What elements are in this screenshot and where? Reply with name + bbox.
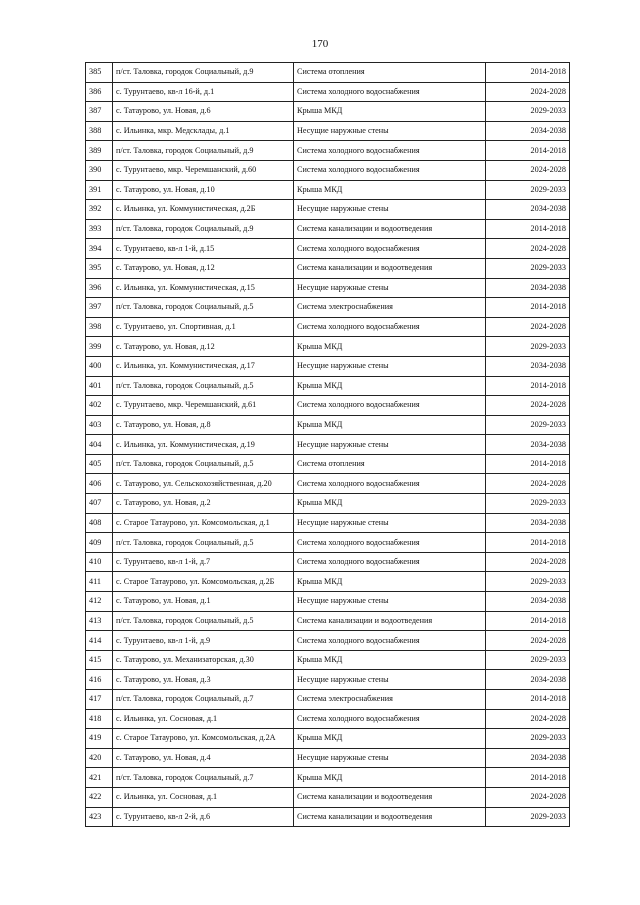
cell-period: 2014-2018: [486, 768, 570, 788]
cell-element: Крыша МКД: [294, 180, 486, 200]
cell-element: Система холодного водоснабжения: [294, 474, 486, 494]
table-row: [86, 102, 570, 122]
cell-element: Крыша МКД: [294, 376, 486, 396]
cell-address: п/ст. Таловка, городок Социальный, д.7: [113, 768, 294, 788]
cell-address: п/ст. Таловка, городок Социальный, д.5: [113, 611, 294, 631]
cell-period: 2029-2033: [486, 258, 570, 278]
table-row: [86, 82, 570, 102]
table-row: [86, 435, 570, 455]
cell-number: 419: [86, 729, 113, 749]
table-row: [86, 690, 570, 710]
cell-element: Несущие наружные стены: [294, 513, 486, 533]
cell-address: с. Турунтаево, кв-л 1-й, д.7: [113, 552, 294, 572]
cell-period: 2029-2033: [486, 729, 570, 749]
cell-address: с. Татаурово, ул. Новая, д.12: [113, 258, 294, 278]
cell-element: Система холодного водоснабжения: [294, 709, 486, 729]
cell-period: 2014-2018: [486, 219, 570, 239]
cell-address: с. Старое Татаурово, ул. Комсомольская, д.2Б: [113, 572, 294, 592]
cell-period: 2034-2038: [486, 435, 570, 455]
cell-number: 412: [86, 592, 113, 612]
cell-element: Крыша МКД: [294, 768, 486, 788]
cell-address: с. Татаурово, ул. Новая, д.3: [113, 670, 294, 690]
table-row: [86, 121, 570, 141]
cell-address: с. Турунтаево, мкр. Черемшанский, д.61: [113, 396, 294, 416]
cell-period: 2014-2018: [486, 376, 570, 396]
cell-number: 414: [86, 631, 113, 651]
cell-address: с. Ильинка, ул. Коммунистическая, д.17: [113, 356, 294, 376]
cell-period: 2034-2038: [486, 200, 570, 220]
cell-number: 403: [86, 415, 113, 435]
cell-element: Система отопления: [294, 63, 486, 83]
cell-element: Система канализации и водоотведения: [294, 258, 486, 278]
cell-period: 2024-2028: [486, 396, 570, 416]
table-row: [86, 278, 570, 298]
cell-address: с. Татаурово, ул. Новая, д.6: [113, 102, 294, 122]
cell-element: Крыша МКД: [294, 102, 486, 122]
cell-address: с. Татаурово, ул. Новая, д.10: [113, 180, 294, 200]
cell-element: Система холодного водоснабжения: [294, 82, 486, 102]
cell-period: 2029-2033: [486, 650, 570, 670]
table-body: [86, 63, 570, 827]
cell-address: с. Старое Татаурово, ул. Комсомольская, д.2А: [113, 729, 294, 749]
cell-number: 398: [86, 317, 113, 337]
table-row: [86, 650, 570, 670]
table-row: [86, 239, 570, 259]
repair-schedule-table: [85, 62, 570, 827]
table-row: [86, 63, 570, 83]
cell-period: 2024-2028: [486, 474, 570, 494]
cell-number: 421: [86, 768, 113, 788]
cell-address: с. Турунтаево, кв-л 1-й, д.15: [113, 239, 294, 259]
cell-period: 2014-2018: [486, 611, 570, 631]
cell-element: Система холодного водоснабжения: [294, 141, 486, 161]
table-row: [86, 200, 570, 220]
cell-element: Крыша МКД: [294, 337, 486, 357]
cell-period: 2024-2028: [486, 82, 570, 102]
cell-number: 418: [86, 709, 113, 729]
cell-period: 2034-2038: [486, 121, 570, 141]
cell-number: 390: [86, 160, 113, 180]
cell-number: 410: [86, 552, 113, 572]
table-row: [86, 552, 570, 572]
table-row: [86, 415, 570, 435]
table-row: [86, 533, 570, 553]
cell-number: 405: [86, 454, 113, 474]
cell-period: 2014-2018: [486, 298, 570, 318]
cell-address: п/ст. Таловка, городок Социальный, д.9: [113, 63, 294, 83]
cell-address: с. Турунтаево, кв-л 16-й, д.1: [113, 82, 294, 102]
cell-address: с. Татаурово, ул. Сельскохозяйственная, д.20: [113, 474, 294, 494]
cell-period: 2024-2028: [486, 317, 570, 337]
cell-number: 385: [86, 63, 113, 83]
cell-address: с. Ильинка, ул. Коммунистическая, д.19: [113, 435, 294, 455]
cell-period: 2014-2018: [486, 533, 570, 553]
cell-element: Система холодного водоснабжения: [294, 552, 486, 572]
page-number: 170: [311, 38, 329, 50]
cell-element: Система канализации и водоотведения: [294, 787, 486, 807]
table-row: [86, 670, 570, 690]
cell-period: 2029-2033: [486, 494, 570, 514]
cell-element: Крыша МКД: [294, 415, 486, 435]
cell-period: 2024-2028: [486, 787, 570, 807]
cell-address: п/ст. Таловка, городок Социальный, д.5: [113, 376, 294, 396]
table-row: [86, 180, 570, 200]
cell-element: Несущие наружные стены: [294, 670, 486, 690]
cell-element: Система холодного водоснабжения: [294, 533, 486, 553]
cell-address: с. Татаурово, ул. Новая, д.2: [113, 494, 294, 514]
table-row: [86, 396, 570, 416]
cell-number: 407: [86, 494, 113, 514]
cell-element: Крыша МКД: [294, 494, 486, 514]
cell-period: 2029-2033: [486, 102, 570, 122]
cell-number: 388: [86, 121, 113, 141]
cell-period: 2014-2018: [486, 63, 570, 83]
cell-element: Крыша МКД: [294, 572, 486, 592]
table-row: [86, 592, 570, 612]
table-row: [86, 572, 570, 592]
cell-number: 417: [86, 690, 113, 710]
table-row: [86, 474, 570, 494]
cell-address: с. Турунтаево, кв-л 1-й, д.9: [113, 631, 294, 651]
cell-element: Система холодного водоснабжения: [294, 631, 486, 651]
cell-address: с. Татаурово, ул. Новая, д.8: [113, 415, 294, 435]
cell-period: 2014-2018: [486, 454, 570, 474]
cell-period: 2034-2038: [486, 748, 570, 768]
cell-element: Несущие наружные стены: [294, 200, 486, 220]
cell-number: 402: [86, 396, 113, 416]
cell-address: с. Татаурово, ул. Новая, д.12: [113, 337, 294, 357]
cell-element: Система канализации и водоотведения: [294, 611, 486, 631]
table-row: [86, 219, 570, 239]
cell-period: 2024-2028: [486, 239, 570, 259]
cell-number: 395: [86, 258, 113, 278]
table-row: [86, 611, 570, 631]
table-row: [86, 768, 570, 788]
cell-element: Система отопления: [294, 454, 486, 474]
cell-element: Несущие наружные стены: [294, 278, 486, 298]
table-row: [86, 807, 570, 827]
cell-number: 401: [86, 376, 113, 396]
cell-element: Система канализации и водоотведения: [294, 219, 486, 239]
cell-address: с. Татаурово, ул. Новая, д.4: [113, 748, 294, 768]
table-row: [86, 513, 570, 533]
cell-number: 422: [86, 787, 113, 807]
cell-period: 2024-2028: [486, 709, 570, 729]
cell-period: 2034-2038: [486, 513, 570, 533]
cell-number: 406: [86, 474, 113, 494]
cell-period: 2024-2028: [486, 160, 570, 180]
cell-number: 413: [86, 611, 113, 631]
cell-period: 2014-2018: [486, 141, 570, 161]
cell-period: 2024-2028: [486, 552, 570, 572]
cell-address: с. Татаурово, ул. Механизаторская, д.30: [113, 650, 294, 670]
cell-address: п/ст. Таловка, городок Социальный, д.5: [113, 454, 294, 474]
table-row: [86, 298, 570, 318]
table-row: [86, 376, 570, 396]
table-row: [86, 454, 570, 474]
cell-number: 408: [86, 513, 113, 533]
cell-number: 396: [86, 278, 113, 298]
cell-period: 2029-2033: [486, 415, 570, 435]
cell-number: 394: [86, 239, 113, 259]
cell-address: с. Татаурово, ул. Новая, д.1: [113, 592, 294, 612]
cell-number: 400: [86, 356, 113, 376]
table-row: [86, 787, 570, 807]
table-row: [86, 356, 570, 376]
table-row: [86, 494, 570, 514]
cell-address: с. Турунтаево, ул. Спортивная, д.1: [113, 317, 294, 337]
table-row: [86, 729, 570, 749]
cell-address: с. Ильинка, мкр. Медсклады, д.1: [113, 121, 294, 141]
cell-period: 2024-2028: [486, 631, 570, 651]
cell-number: 397: [86, 298, 113, 318]
cell-number: 416: [86, 670, 113, 690]
cell-address: с. Ильинка, ул. Коммунистическая, д.2Б: [113, 200, 294, 220]
cell-address: с. Старое Татаурово, ул. Комсомольская, д.1: [113, 513, 294, 533]
cell-element: Несущие наружные стены: [294, 435, 486, 455]
cell-number: 391: [86, 180, 113, 200]
cell-element: Система холодного водоснабжения: [294, 396, 486, 416]
cell-element: Крыша МКД: [294, 729, 486, 749]
cell-address: п/ст. Таловка, городок Социальный, д.9: [113, 141, 294, 161]
cell-number: 387: [86, 102, 113, 122]
cell-address: с. Ильинка, ул. Коммунистическая, д.15: [113, 278, 294, 298]
cell-address: с. Ильинка, ул. Сосновая, д.1: [113, 709, 294, 729]
table-row: [86, 317, 570, 337]
cell-address: п/ст. Таловка, городок Социальный, д.9: [113, 219, 294, 239]
cell-number: 392: [86, 200, 113, 220]
cell-period: 2034-2038: [486, 670, 570, 690]
cell-number: 415: [86, 650, 113, 670]
cell-period: 2029-2033: [486, 337, 570, 357]
cell-number: 386: [86, 82, 113, 102]
cell-period: 2034-2038: [486, 356, 570, 376]
table-row: [86, 258, 570, 278]
table-row: [86, 709, 570, 729]
cell-number: 389: [86, 141, 113, 161]
cell-address: с. Ильинка, ул. Сосновая, д.1: [113, 787, 294, 807]
table-row: [86, 631, 570, 651]
cell-address: п/ст. Таловка, городок Социальный, д.7: [113, 690, 294, 710]
cell-element: Несущие наружные стены: [294, 121, 486, 141]
cell-address: п/ст. Таловка, городок Социальный, д.5: [113, 298, 294, 318]
cell-number: 399: [86, 337, 113, 357]
table-row: [86, 160, 570, 180]
cell-element: Система канализации и водоотведения: [294, 807, 486, 827]
cell-element: Система электроснабжения: [294, 298, 486, 318]
cell-period: 2014-2018: [486, 690, 570, 710]
cell-period: 2029-2033: [486, 180, 570, 200]
cell-element: Система холодного водоснабжения: [294, 317, 486, 337]
cell-period: 2034-2038: [486, 592, 570, 612]
cell-period: 2029-2033: [486, 572, 570, 592]
cell-element: Несущие наружные стены: [294, 748, 486, 768]
cell-address: с. Турунтаево, кв-л 2-й, д.6: [113, 807, 294, 827]
cell-element: Система холодного водоснабжения: [294, 239, 486, 259]
cell-number: 393: [86, 219, 113, 239]
cell-element: Несущие наружные стены: [294, 356, 486, 376]
cell-address: с. Турунтаево, мкр. Черемшанский, д.60: [113, 160, 294, 180]
cell-number: 423: [86, 807, 113, 827]
cell-period: 2034-2038: [486, 278, 570, 298]
cell-element: Система холодного водоснабжения: [294, 160, 486, 180]
cell-element: Крыша МКД: [294, 650, 486, 670]
table-row: [86, 337, 570, 357]
cell-number: 404: [86, 435, 113, 455]
cell-element: Система электроснабжения: [294, 690, 486, 710]
cell-period: 2029-2033: [486, 807, 570, 827]
table-row: [86, 141, 570, 161]
cell-number: 411: [86, 572, 113, 592]
cell-address: п/ст. Таловка, городок Социальный, д.5: [113, 533, 294, 553]
cell-number: 409: [86, 533, 113, 553]
table-row: [86, 748, 570, 768]
cell-number: 420: [86, 748, 113, 768]
cell-element: Несущие наружные стены: [294, 592, 486, 612]
